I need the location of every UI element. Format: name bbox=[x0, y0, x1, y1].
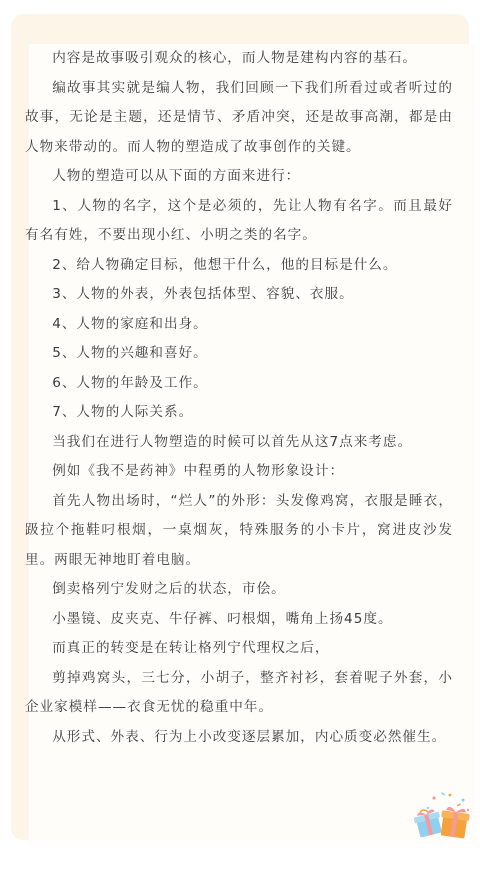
paragraph-consider-seven-points: 当我们在进行人物塑造的时候可以首先从这7点来考虑。 bbox=[52, 433, 413, 450]
paragraph-new-look: 剪掉鸡窝头，三七分，小胡子，整齐衬衫，套着呢子外套，小企业家模样——衣食无忧的稳重中年。 bbox=[25, 669, 453, 715]
gift-boxes-confetti-icon bbox=[414, 790, 472, 840]
paragraph-example-intro: 例如《我不是药神》中程勇的人物形象设计： bbox=[52, 463, 345, 479]
list-item-name: 1、人物的名字，这个是必须的，先让人物有名字。而且最好有名有姓，不要出现小红、小明之类的名字。 bbox=[25, 197, 453, 243]
paragraph-conclusion: 从形式、外表、行为上小改变逐层累加，内心质变必然催生。 bbox=[52, 728, 447, 745]
paragraph-outfit: 小墨镜、皮夹克、牛仔裤、叼根烟，嘴角上扬45度。 bbox=[52, 610, 393, 627]
paragraph-after-profit: 倒卖格列宁发财之后的状态，市侩。 bbox=[52, 581, 286, 597]
list-item-family: 4、人物的家庭和出身。 bbox=[52, 315, 208, 332]
list-item-age-work: 6、人物的年龄及工作。 bbox=[52, 374, 208, 391]
paragraph-real-turn: 而真正的转变是在转让格列宁代理权之后， bbox=[52, 640, 330, 656]
list-item-interests: 5、人物的兴趣和喜好。 bbox=[52, 345, 208, 361]
paragraph-story-is-characters: 编故事其实就是编人物，我们回顾一下我们所看过或者听过的故事，无论是主题，还是情节、矛盾冲突，还是故事高潮，都是由人物来带动的。而人物的塑造成了故事创作的关键。 bbox=[25, 79, 453, 155]
list-item-relationships: 7、人物的人际关系。 bbox=[52, 404, 194, 420]
paragraph-first-appearance: 首先人物出场时，“烂人”的外形：头发像鸡窝，衣服是睡衣，趿拉个拖鞋叼根烟，一桌烟灰，特殊服务的小卡片，窝进皮沙发里。两眼无神地盯着电脑。 bbox=[25, 492, 453, 568]
paragraph-shaping-methods: 人物的塑造可以从下面的方面来进行： bbox=[52, 168, 301, 184]
list-item-appearance: 3、人物的外表，外表包括体型、容貌、衣服。 bbox=[52, 286, 354, 302]
article-body bbox=[25, 44, 453, 752]
paragraph-intro: 内容是故事吸引观众的核心，而人物是建构内容的基石。 bbox=[52, 50, 418, 66]
list-item-goal: 2、给人物确定目标，他想干什么，他的目标是什么。 bbox=[52, 256, 398, 273]
